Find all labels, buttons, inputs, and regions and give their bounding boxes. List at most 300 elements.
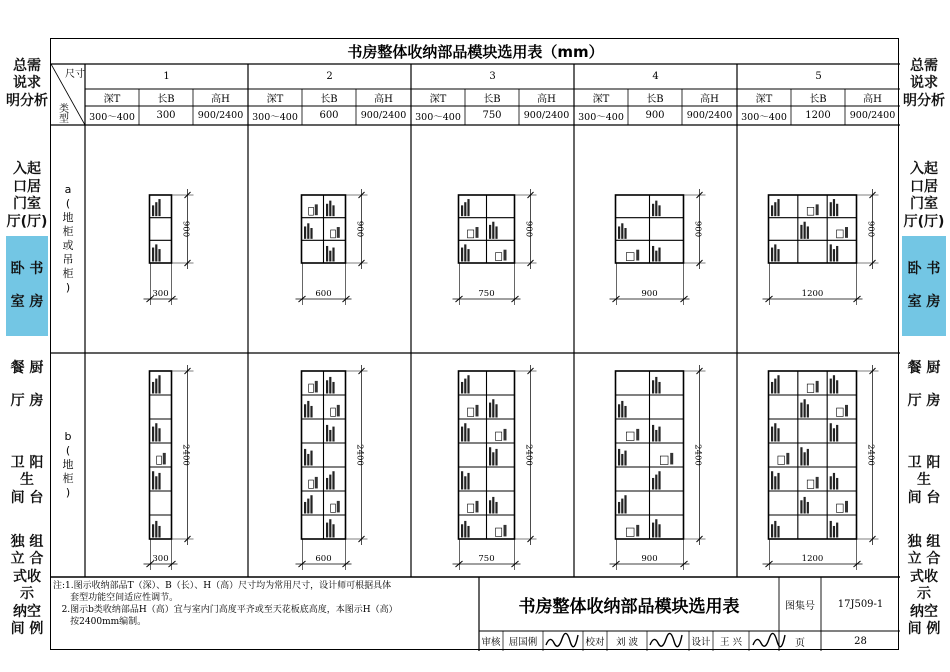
book-icon <box>310 406 312 418</box>
column-label: 高H <box>700 94 719 105</box>
book-icon <box>304 449 306 466</box>
book-icon <box>807 226 809 238</box>
row-type-char: 地 <box>62 211 74 224</box>
book-icon <box>804 452 806 465</box>
left-tab-3[interactable] <box>6 236 48 336</box>
book-icon <box>800 225 802 239</box>
vase-icon <box>636 250 639 261</box>
tab-label-line: 立 合 <box>10 551 44 567</box>
tab-label-line: 说求 <box>910 75 938 92</box>
checker: 刘 波 <box>615 637 639 648</box>
column-label: 深T <box>429 94 447 105</box>
book-icon <box>307 401 309 418</box>
book-icon <box>624 451 626 466</box>
tab-label-line: 纳空 <box>910 603 938 620</box>
tab-label-line: 纳空 <box>13 603 41 620</box>
book-icon <box>830 202 832 216</box>
book-icon <box>464 476 466 489</box>
table-title: 书房整体收纳部品模块选用表（mm） <box>347 43 604 61</box>
book-icon <box>807 502 809 514</box>
length-value: 300 <box>156 110 176 121</box>
book-icon <box>152 471 154 489</box>
book-icon <box>800 403 802 418</box>
book-icon <box>830 423 832 441</box>
book-icon <box>658 205 660 216</box>
width-dimension-label: 750 <box>478 554 495 564</box>
book-icon <box>777 428 779 441</box>
book-icon <box>807 404 809 417</box>
tab-label-line: 明分析 <box>6 92 48 109</box>
book-icon <box>830 244 832 261</box>
book-icon <box>800 447 802 465</box>
book-icon <box>655 475 657 490</box>
book-icon <box>833 199 835 216</box>
book-icon <box>464 521 466 538</box>
module-number: 2 <box>326 71 333 82</box>
column-label: 深T <box>103 94 121 105</box>
width-dimension-label: 1200 <box>801 289 824 299</box>
tab-label-line: 卫 阳 <box>907 454 941 471</box>
note-line: 2.图示b类收纳部品H（高）宜与室内门高度平齐或至天花板底高度，本图示H（高） <box>53 605 398 615</box>
reviewer: 屈国俐 <box>508 637 538 648</box>
cabinet-drawing-a-3 <box>453 189 537 305</box>
width-dimension-label: 750 <box>478 289 495 299</box>
book-icon <box>464 202 466 216</box>
vase-icon <box>315 204 318 215</box>
depth-value: 300～400 <box>89 111 135 123</box>
tab-label-line: 间 台 <box>907 489 941 506</box>
tab-label-line: 口居 <box>12 178 41 195</box>
tab-label-line: 式收 示 <box>910 568 938 602</box>
book-icon <box>621 223 623 239</box>
book-icon <box>304 502 306 514</box>
row-type-char: b <box>64 430 72 443</box>
book-icon <box>492 497 494 514</box>
tab-label-line: 入起 <box>909 161 938 177</box>
length-value: 1200 <box>805 110 831 121</box>
right-tab-6[interactable] <box>902 532 946 640</box>
tab-label-line: 入起 <box>12 161 41 177</box>
book-icon <box>830 476 832 489</box>
height-dimension-label: 2400 <box>523 444 534 466</box>
height-value: 900/2400 <box>523 110 570 121</box>
height-dimension-label: 900 <box>692 220 703 238</box>
tab-label-line: 独 组 <box>10 533 44 550</box>
row-type-char: ( <box>65 444 71 457</box>
width-dimension-label: 600 <box>315 289 332 299</box>
book-icon <box>618 404 620 417</box>
book-icon <box>774 379 776 394</box>
book-icon <box>833 249 835 261</box>
book-icon <box>807 449 809 466</box>
right-tab-5[interactable] <box>902 436 946 526</box>
vase-icon <box>816 381 819 393</box>
book-icon <box>833 375 835 393</box>
book-icon <box>652 478 654 490</box>
book-icon <box>489 500 491 513</box>
tab-label-line: 厅(厅) <box>903 213 945 230</box>
book-icon <box>310 451 312 466</box>
left-tab-4[interactable] <box>6 342 48 428</box>
height-value: 900/2400 <box>360 110 407 121</box>
book-icon <box>326 478 328 490</box>
tab-label-line: 厅(厅) <box>6 213 48 230</box>
height-dimension-label: 2400 <box>180 444 191 466</box>
note-line: 按2400mm编制。 <box>53 617 147 627</box>
book-icon <box>658 471 660 489</box>
book-icon <box>461 382 463 394</box>
column-label: 深T <box>755 94 773 105</box>
book-icon <box>833 428 835 441</box>
tab-label-line: 卫 阳 <box>10 454 44 471</box>
column-label: 长B <box>483 94 501 105</box>
column-label: 深T <box>592 94 610 105</box>
book-icon <box>461 248 463 262</box>
book-icon <box>777 375 779 393</box>
book-icon <box>307 454 309 466</box>
tab-label-line: 总需 <box>13 57 41 74</box>
book-icon <box>304 404 306 417</box>
tab-label-line: 间 例 <box>10 621 44 637</box>
cabinet-outline <box>150 371 172 539</box>
book-icon <box>652 246 654 262</box>
width-dimension-label: 900 <box>641 554 658 564</box>
note-line: 套型功能空间适应性调节。 <box>53 593 179 603</box>
book-icon <box>771 524 773 537</box>
corner-diagonal <box>51 64 85 125</box>
tab-label-line: 生 <box>20 472 34 489</box>
book-icon <box>804 399 806 417</box>
row-type-char: 柜 <box>62 267 74 280</box>
right-tab-1[interactable] <box>902 38 946 130</box>
vase-icon <box>315 381 318 393</box>
book-icon <box>461 427 463 442</box>
book-icon <box>152 248 154 262</box>
left-tab-5[interactable] <box>6 436 48 526</box>
book-icon <box>655 519 657 537</box>
check-label: 校对 <box>585 637 605 648</box>
table-grid <box>51 39 900 651</box>
book-icon <box>158 473 160 490</box>
tab-label-line: 室 房 <box>10 294 44 310</box>
book-icon <box>326 425 328 442</box>
book-icon <box>658 248 660 262</box>
book-icon <box>329 251 331 262</box>
book-icon <box>152 382 154 394</box>
tab-label-line: 餐 厨 <box>10 359 44 376</box>
atlas-label: 图集号 <box>785 600 815 612</box>
cabinet-drawing-b-3 <box>453 365 537 570</box>
book-icon <box>310 228 312 239</box>
cabinet-drawing-a-4 <box>610 189 706 305</box>
design-label: 设计 <box>691 637 711 648</box>
book-icon <box>155 521 157 538</box>
corner-label-type: 类型 <box>56 103 68 123</box>
book-icon <box>464 379 466 394</box>
review-label: 审核 <box>481 637 501 648</box>
width-dimension-label: 300 <box>152 289 169 299</box>
column-label: 长B <box>809 94 827 105</box>
book-icon <box>329 377 331 394</box>
book-icon <box>777 526 779 538</box>
tab-label-line <box>11 377 44 393</box>
vase-icon <box>504 429 507 441</box>
book-icon <box>158 526 160 538</box>
tab-label-line <box>11 278 44 294</box>
book-icon <box>655 201 657 217</box>
book-icon <box>158 199 160 216</box>
book-icon <box>329 519 331 537</box>
height-dimension-label: 2400 <box>354 444 365 466</box>
cabinet-drawing-a-1 <box>144 189 194 305</box>
column-label: 长B <box>320 94 338 105</box>
cabinet-outline <box>769 195 857 263</box>
module-number: 4 <box>652 71 659 82</box>
book-icon <box>836 380 838 393</box>
book-icon <box>152 427 154 442</box>
vase-icon <box>504 525 507 537</box>
tab-label-line: 式收 示 <box>13 568 41 602</box>
note-line: 注:1.图示收纳部品T（深）、B（长）、H（高）尺寸均为常用尺寸，设计师可根据具体 <box>53 581 392 591</box>
height-dimension-label: 2400 <box>865 444 876 466</box>
left-tab-6[interactable] <box>6 532 48 640</box>
tab-label-line: 立 合 <box>907 551 941 567</box>
book-icon <box>652 523 654 538</box>
book-icon <box>771 382 773 394</box>
width-dimension-label: 600 <box>315 554 332 564</box>
book-icon <box>777 473 779 490</box>
height-value: 900/2400 <box>197 110 244 121</box>
corner-label-size: 尺寸 <box>65 68 85 80</box>
vase-icon <box>845 405 848 417</box>
width-dimension-label: 900 <box>641 289 658 299</box>
book-icon <box>492 452 494 465</box>
vase-icon <box>337 227 340 238</box>
tab-label-line: 间 例 <box>907 621 941 637</box>
tab-label-line <box>908 377 941 393</box>
height-dimension-label: 900 <box>180 220 191 238</box>
notes <box>53 580 477 650</box>
book-icon <box>158 249 160 261</box>
tab-label-line: 说求 <box>13 75 41 92</box>
book-icon <box>489 447 491 465</box>
book-icon <box>467 428 469 441</box>
tab-label-line: 生 <box>917 472 931 489</box>
page-label: 页 <box>795 637 805 649</box>
book-icon <box>492 399 494 417</box>
book-icon <box>492 222 494 239</box>
book-icon <box>804 497 806 514</box>
tab-label-line: 间 台 <box>10 489 44 506</box>
tab-label-line: 独 组 <box>907 533 941 550</box>
signature-icon <box>650 633 682 646</box>
cabinet-drawing-b-5 <box>763 365 879 570</box>
book-icon <box>624 406 626 418</box>
book-icon <box>158 428 160 441</box>
height-dimension-label: 900 <box>523 220 534 238</box>
book-icon <box>624 495 626 513</box>
vase-icon <box>636 525 639 537</box>
book-icon <box>329 475 331 490</box>
depth-value: 300～400 <box>415 111 461 123</box>
book-icon <box>332 248 334 262</box>
book-icon <box>774 423 776 441</box>
book-icon <box>771 427 773 442</box>
vase-icon <box>476 227 479 238</box>
height-value: 900/2400 <box>849 110 896 121</box>
designer: 王 兴 <box>719 637 743 648</box>
vase-icon <box>845 227 848 238</box>
book-icon <box>655 377 657 394</box>
tab-label-line <box>908 278 941 294</box>
book-icon <box>836 478 838 490</box>
book-icon <box>307 499 309 514</box>
book-icon <box>621 499 623 514</box>
book-icon <box>489 225 491 239</box>
book-icon <box>621 454 623 466</box>
book-icon <box>771 248 773 262</box>
depth-value: 300～400 <box>578 111 624 123</box>
book-icon <box>495 226 497 238</box>
book-icon <box>152 524 154 537</box>
row-type-char: ) <box>65 486 71 499</box>
book-icon <box>489 403 491 418</box>
book-icon <box>461 205 463 216</box>
book-icon <box>836 204 838 216</box>
row-type-char: 地 <box>62 458 74 471</box>
book-icon <box>618 226 620 238</box>
tab-label-line: 卧 书 <box>10 260 44 277</box>
book-icon <box>830 521 832 538</box>
book-icon <box>332 471 334 489</box>
row-type-char: 柜 <box>62 225 74 238</box>
vase-icon <box>163 453 166 465</box>
vase-icon <box>476 501 479 513</box>
atlas-number: 17J509-1 <box>837 598 884 610</box>
book-icon <box>464 423 466 441</box>
book-icon <box>652 380 654 393</box>
row-type-char: ) <box>65 281 71 294</box>
column-label: 高H <box>374 94 393 105</box>
vase-icon <box>816 477 819 489</box>
height-value: 900/2400 <box>686 110 733 121</box>
column-label: 长B <box>157 94 175 105</box>
right-tab-2[interactable] <box>902 150 946 242</box>
book-icon <box>658 382 660 394</box>
book-icon <box>836 425 838 442</box>
row-type-char: 柜 <box>62 472 74 485</box>
vase-icon <box>670 453 673 465</box>
book-icon <box>329 430 331 442</box>
book-icon <box>326 380 328 393</box>
book-icon <box>621 401 623 418</box>
row-type-char: 吊 <box>62 253 74 266</box>
column-label: 高H <box>211 94 230 105</box>
cabinet-drawing-b-2 <box>296 365 368 570</box>
book-icon <box>777 249 779 261</box>
book-icon <box>771 205 773 216</box>
book-icon <box>833 526 835 538</box>
book-icon <box>332 382 334 394</box>
book-icon <box>655 251 657 262</box>
book-icon <box>658 524 660 537</box>
column-label: 高H <box>863 94 882 105</box>
tab-label-line: 室 房 <box>907 294 941 310</box>
book-icon <box>326 523 328 538</box>
book-icon <box>836 523 838 538</box>
depth-value: 300～400 <box>252 111 298 123</box>
book-icon <box>332 524 334 537</box>
book-icon <box>332 427 334 442</box>
row-type-char: a <box>64 183 72 196</box>
book-icon <box>771 471 773 489</box>
height-dimension-label: 900 <box>354 220 365 238</box>
book-icon <box>618 449 620 466</box>
vase-icon <box>636 429 639 441</box>
row-type-char: 或 <box>62 239 74 252</box>
book-icon <box>155 423 157 441</box>
book-icon <box>774 202 776 216</box>
book-icon <box>774 244 776 261</box>
vase-icon <box>476 405 479 417</box>
book-icon <box>467 473 469 490</box>
signature-icon <box>546 633 578 646</box>
tab-label-line: 餐 厨 <box>907 359 941 376</box>
book-icon <box>836 246 838 262</box>
book-icon <box>464 244 466 261</box>
row-type-char: ( <box>65 197 71 210</box>
book-icon <box>804 222 806 239</box>
book-icon <box>155 379 157 394</box>
book-icon <box>307 223 309 239</box>
book-icon <box>326 246 328 262</box>
vase-icon <box>504 250 507 261</box>
book-icon <box>618 502 620 514</box>
book-icon <box>774 521 776 538</box>
book-icon <box>658 427 660 442</box>
width-dimension-label: 1200 <box>801 554 824 564</box>
height-dimension-label: 900 <box>865 220 876 238</box>
right-tab-4[interactable] <box>902 342 946 428</box>
book-icon <box>304 226 306 238</box>
book-icon <box>152 205 154 216</box>
book-icon <box>655 430 657 442</box>
left-tab-1[interactable] <box>6 38 48 130</box>
book-icon <box>830 379 832 394</box>
cabinet-outline <box>769 371 857 539</box>
length-value: 750 <box>482 110 502 121</box>
book-icon <box>624 228 626 239</box>
vase-icon <box>845 501 848 513</box>
left-tab-2[interactable] <box>6 150 48 242</box>
tab-label-line: 厅 房 <box>907 393 941 409</box>
length-value: 600 <box>319 110 339 121</box>
vase-icon <box>315 477 318 489</box>
book-icon <box>332 205 334 216</box>
tab-label-line: 明分析 <box>903 92 945 109</box>
tab-label-line: 门室 <box>909 196 938 212</box>
book-icon <box>467 526 469 538</box>
vase-icon <box>816 204 819 215</box>
book-icon <box>155 476 157 489</box>
book-icon <box>329 201 331 217</box>
right-tab-3[interactable] <box>902 236 946 336</box>
column-label: 高H <box>537 94 556 105</box>
module-number: 5 <box>815 71 822 82</box>
book-icon <box>495 404 497 417</box>
vase-icon <box>786 453 789 465</box>
book-icon <box>467 375 469 393</box>
